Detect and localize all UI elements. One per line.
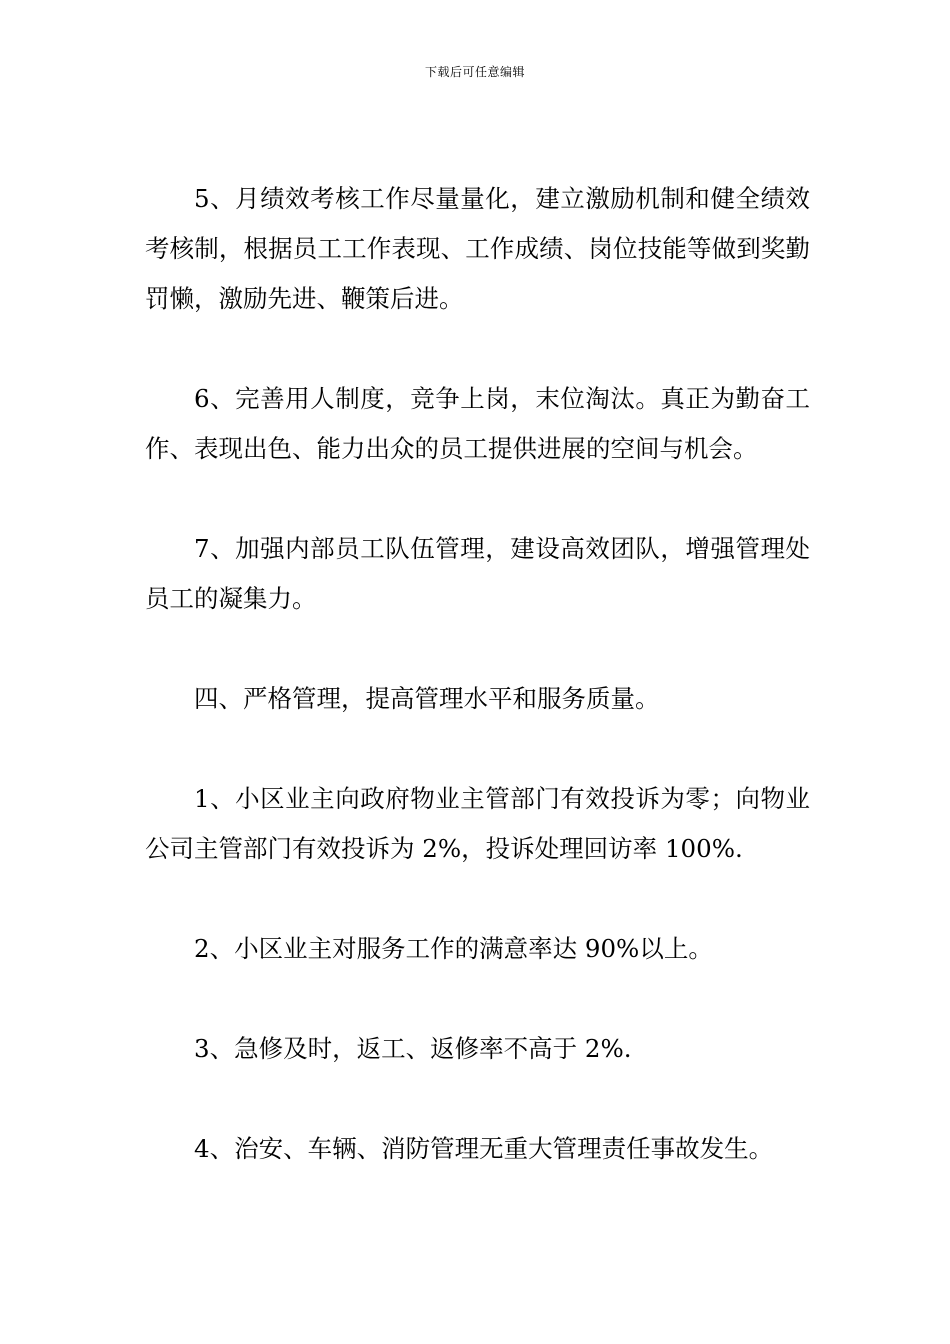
paragraph-3-repairs: 3、急修及时，返工、返修率不高于 2%. — [194, 1034, 632, 1063]
paragraph-2-satisfaction: 2、小区业主对服务工作的满意率达 90%以上。 — [194, 934, 713, 963]
header-note: 下载后可任意编辑 — [424, 65, 525, 79]
section-heading-4: 四、严格管理，提高管理水平和服务质量。 — [194, 684, 660, 713]
paragraph-5-performance: 5、月绩效考核工作尽量量化，建立激励机制和健全绩效考核制，根据员工工作表现、工作成绩、岗位技能等做到奖勤罚懒，激励先进、鞭策后进。 — [145, 184, 810, 313]
paragraph-4-safety: 4、治安、车辆、消防管理无重大管理责任事故发生。 — [194, 1134, 774, 1163]
paragraph-1-complaints: 1、小区业主向政府物业主管部门有效投诉为零；向物业公司主管部门有效投诉为 2%，投诉处理回访率 100%. — [145, 784, 810, 863]
paragraph-6-hiring: 6、完善用人制度，竞争上岗，末位淘汰。真正为勤奋工作、表现出色、能力出众的员工提供进展的空间与机会。 — [145, 384, 810, 463]
paragraph-7-team: 7、加强内部员工队伍管理，建设高效团队，增强管理处员工的凝集力。 — [145, 534, 810, 613]
